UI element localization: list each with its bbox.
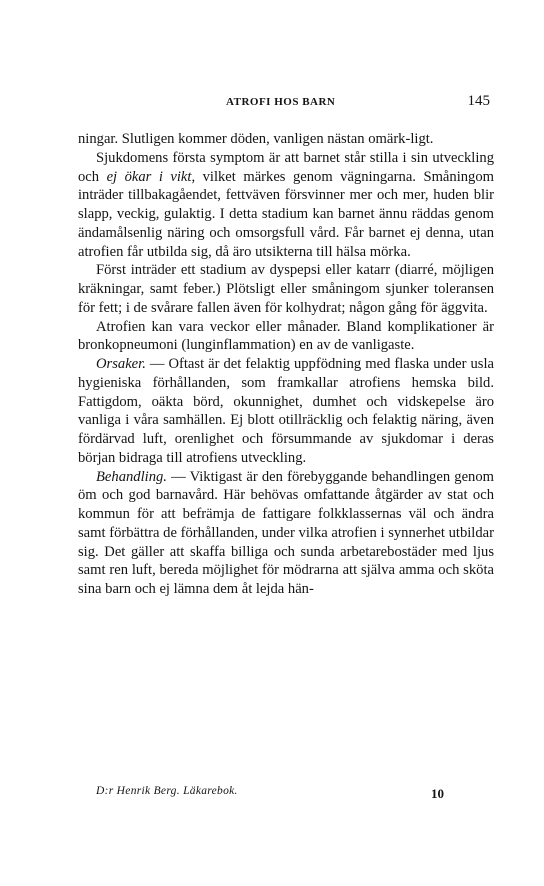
sheet-number: 10 [431,786,444,801]
text-run: — Viktigast är den förebyggande behandlingen genom öm och god barnavård. Här behövas omfattande åtgärder av stat och kommun för att befrämja de fattigare folkklassernas väl och ändra samt förbättra de förhållanden, under vilka atrofien i synnerhet utbildar sig. Det gäller att skaffa billiga och sunda arbetarebostäder med ljus samt ren luft, bereda möjlighet för mödrarna att själva amma och sköta sina barn och ej lämna dem åt lejda hän- [78,468,494,597]
text-run: , vilket märkes genom vägningarna. Småningom inträder tillbakagåendet, fettväven försvinner mer och mer, huden blir slapp, veckig, gulaktig. I detta stadium kan barnet ännu räddas genom ändamålsenlig näring och omsorgsfull vård. Får barnet ej denna, utan atrofien får utbilda sig, då äro utsikterna till hälsa mörka. [78,168,494,260]
text-run: ningar. Slutligen kommer döden, vanligen nästan omärk-ligt. [78,131,434,147]
text-run: — Oftast är det felaktig uppfödning med flaska under usla hygieniska förhållanden, som framkallar atrofiens hemska bild. Fattigdom, oäkta börd, okunnighet, dumhet och vidskepelse äro vanliga i våra samhällen. Ej blott otillräcklig och felaktig näring, även fördärvad luft, orenlighet och försummande av sjukdomar i deras början bidraga till atrofiens utveckling. [78,356,494,466]
paragraph [78,130,494,149]
paragraph [78,355,494,468]
paragraph [78,468,494,599]
body-text [78,130,494,599]
text-run: Sjukdomens första symptom är att barnet står stilla i sin utveckling och [78,149,494,185]
running-header [78,94,494,114]
paragraph [78,149,494,262]
paragraph [78,318,494,356]
paragraph [78,261,494,317]
italic-run: ej ökar i vikt [106,168,192,185]
page-footer [78,783,494,803]
page-number: 145 [467,93,490,109]
footer-signature: D:r Henrik Berg. Läkarebok. [96,785,238,797]
text-run: Först inträder ett stadium av dyspepsi eller katarr (diarré, möjligen kräkningar, samt feber.) Plötsligt eller småningom sjunker toleransen för fett; i de svårare fallen även för kolhydrat; någon gång för äggvita. [78,262,494,316]
text-run: Atrofien kan vara veckor eller månader. Bland komplikationer är bronkopneumoni (lunginflammation) en av de vanligaste. [78,318,494,354]
italic-run: Behandling. [96,468,167,485]
italic-run: Orsaker. [96,356,146,372]
running-title: ATROFI HOS BARN [226,96,336,108]
